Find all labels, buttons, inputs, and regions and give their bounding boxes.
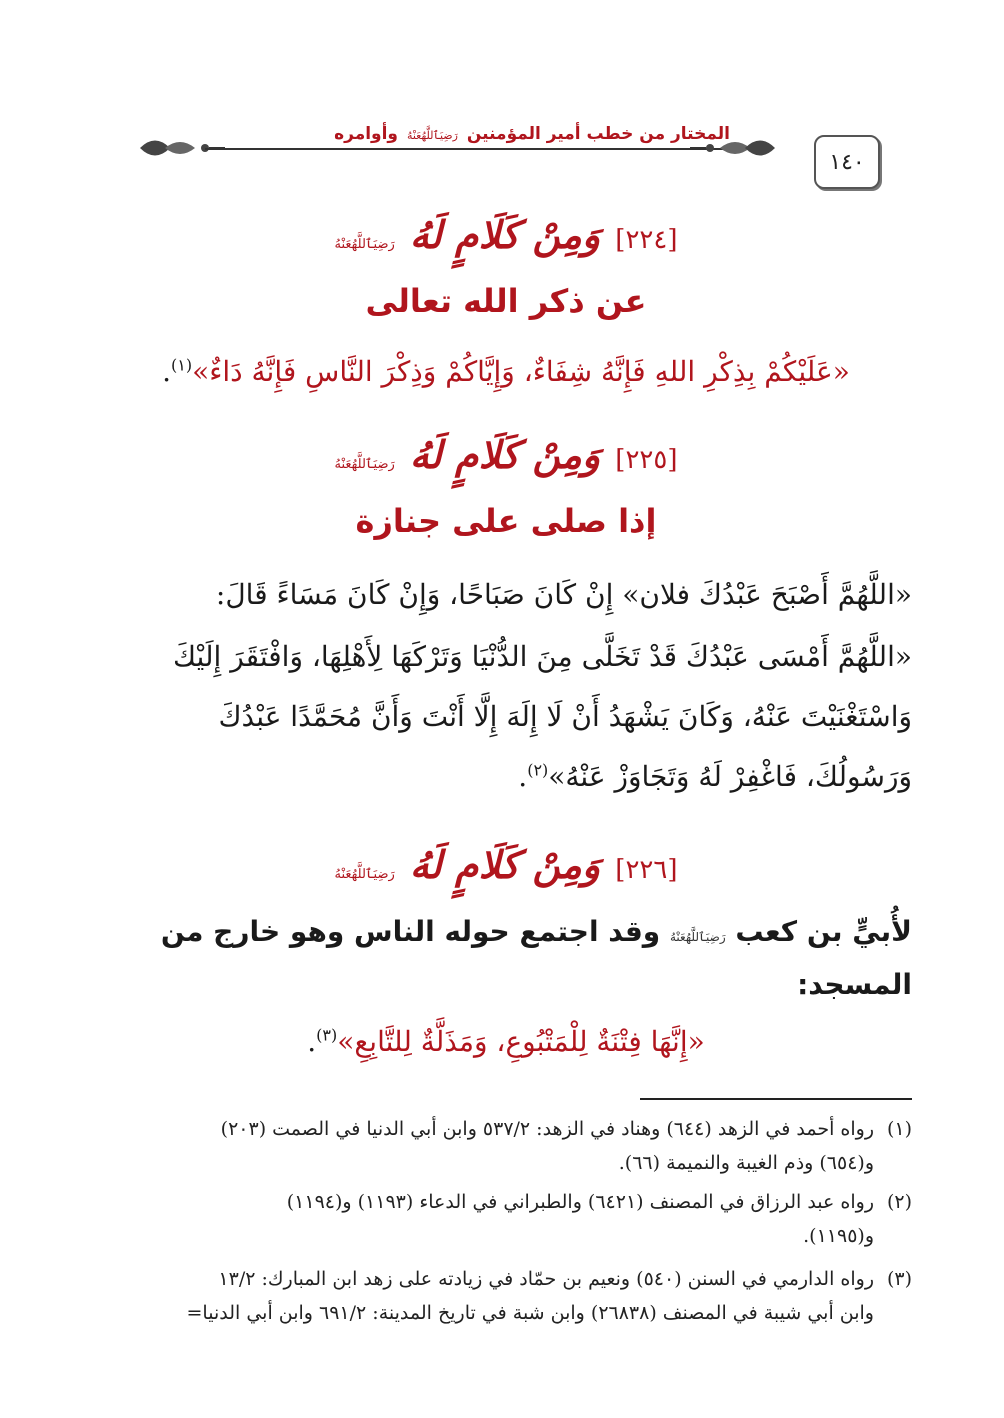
- section-heading-225: [100, 432, 912, 477]
- header-rule: [205, 148, 765, 150]
- section-heading-text: وَمِنْ كَلَامٍ لَهُ: [409, 432, 601, 477]
- footnote-rule: [640, 1098, 912, 1100]
- footnote-line: و(١١٩٥).: [803, 1225, 874, 1247]
- quote-line-224: [100, 355, 912, 388]
- line-suffix: .: [307, 1025, 317, 1058]
- intro-part-2: وقد اجتمع حوله الناس وهو خارج من: [160, 915, 661, 948]
- text-line-225-3: وَاسْتَغْنَيْتَ عَنْهُ، وَكَانَ يَشْهَدُ أَنْ لَا إِلَهَ إِلَّا أَنْتَ وَأَنَّ مُحَمَّدًا عَبْدُكَ: [218, 700, 912, 733]
- section-number: [٢٢٤]: [615, 225, 678, 255]
- footnote-ref: (٣): [316, 1025, 338, 1045]
- quote-text: «إِنَّهَا فِتْنَةٌ لِلْمَتْبُوعِ، وَمَذَلَّةٌ لِلتَّابِعِ»: [337, 1025, 705, 1058]
- intro-part-1: لأُبيٍّ بن كعب: [735, 915, 912, 948]
- quote-text: وَرَسُولُكَ، فَاغْفِرْ لَهُ وَتَجَاوَزْ عَنْهُ»: [548, 760, 912, 793]
- quote-line-226: [100, 1025, 912, 1058]
- section-subtitle-225: إذا صلى على جنازة: [355, 502, 657, 540]
- running-title: [334, 124, 730, 144]
- footnote-line: و(٦٥٤) وذم الغيبة والنميمة (٦٦).: [618, 1152, 874, 1174]
- section-heading-226: [100, 842, 912, 887]
- honorific: رَضِيَٱللَّهُعَنْهُ: [669, 930, 726, 944]
- text-line-225-1: «اللَّهُمَّ أَصْبَحَ عَبْدُكَ فلان» إِنْ كَانَ صَبَاحًا، وَإِنْ كَانَ مَسَاءً قَالَ:: [215, 578, 912, 611]
- running-title-end: وأوامره: [334, 124, 399, 144]
- page-number: ١٤٠: [814, 135, 880, 189]
- footnote-ref: (٢): [527, 760, 549, 780]
- running-title-main: المختار من خطب أمير المؤمنين: [466, 124, 730, 144]
- section-number: [٢٢٦]: [615, 855, 678, 885]
- footnote-number: (١): [886, 1118, 912, 1140]
- footnote-text: رواه أحمد في الزهد (٦٤٤) وهناد في الزهد: ٥٣٧/٢ وابن أبي الدنيا في الصمت (٢٠٣): [220, 1118, 874, 1140]
- footnote-line: [100, 1185, 912, 1219]
- section-heading-text: وَمِنْ كَلَامٍ لَهُ: [409, 842, 601, 887]
- footnote-3: [100, 1262, 912, 1330]
- quote-text: «عَلَيْكُمْ بِذِكْرِ اللهِ فَإِنَّهُ شِفَاءٌ، وَإِيَّاكُمْ وَذِكْرَ النَّاسِ فَإِنَّهُ دَاءٌ»: [192, 355, 850, 388]
- line-suffix: .: [518, 760, 528, 793]
- footnote-text: رواه عبد الرزاق في المصنف (٦٤٢١) والطبراني في الدعاء (١١٩٣) و(١١٩٤): [286, 1191, 874, 1213]
- section-number: [٢٢٥]: [615, 445, 678, 475]
- line-suffix: .: [162, 355, 171, 388]
- honorific: رَضِيَٱللَّهُعَنْهُ: [334, 457, 395, 472]
- intro-line-226: [100, 915, 912, 948]
- footnote-2: [100, 1185, 912, 1253]
- footnote-ref: (١): [171, 355, 193, 375]
- footnote-line: [100, 1112, 912, 1146]
- footnote-1: [100, 1112, 912, 1180]
- section-subtitle-224: عن ذكر الله تعالى: [365, 282, 647, 320]
- footnote-number: (٢): [886, 1191, 912, 1213]
- section-heading-224: [100, 212, 912, 257]
- page-header: [135, 110, 880, 200]
- honorific: رَضِيَٱللَّهُعَنْهُ: [334, 867, 395, 882]
- section-heading-text: وَمِنْ كَلَامٍ لَهُ: [409, 212, 601, 257]
- text-line-225-4: [100, 760, 912, 793]
- footnote-text: رواه الدارمي في السنن (٥٤٠) ونعيم بن حمّاد في زيادته على زهد ابن المبارك: ١٣/٢: [218, 1268, 874, 1290]
- footnote-line: [100, 1262, 912, 1296]
- intro-line-226-2: المسجد:: [797, 968, 912, 1001]
- honorific: رَضِيَٱللَّهُعَنْهُ: [334, 237, 395, 252]
- text-line-225-2: «اللَّهُمَّ أَمْسَى عَبْدُكَ قَدْ تَخَلَّى مِنَ الدُّنْيَا وَتَرْكَهَا لِأَهْلِهَا، وَافْتَقَرَ إِلَيْكَ: [172, 640, 912, 673]
- footnote-line: وابن أبي شيبة في المصنف (٢٦٨٣٨) وابن شبة في تاريخ المدينة: ٦٩١/٢ وابن أبي الدنيا=: [186, 1302, 874, 1324]
- footnote-number: (٣): [886, 1268, 912, 1290]
- running-title-honor: رَضِيَٱللَّهُعَنْهُ: [406, 129, 458, 142]
